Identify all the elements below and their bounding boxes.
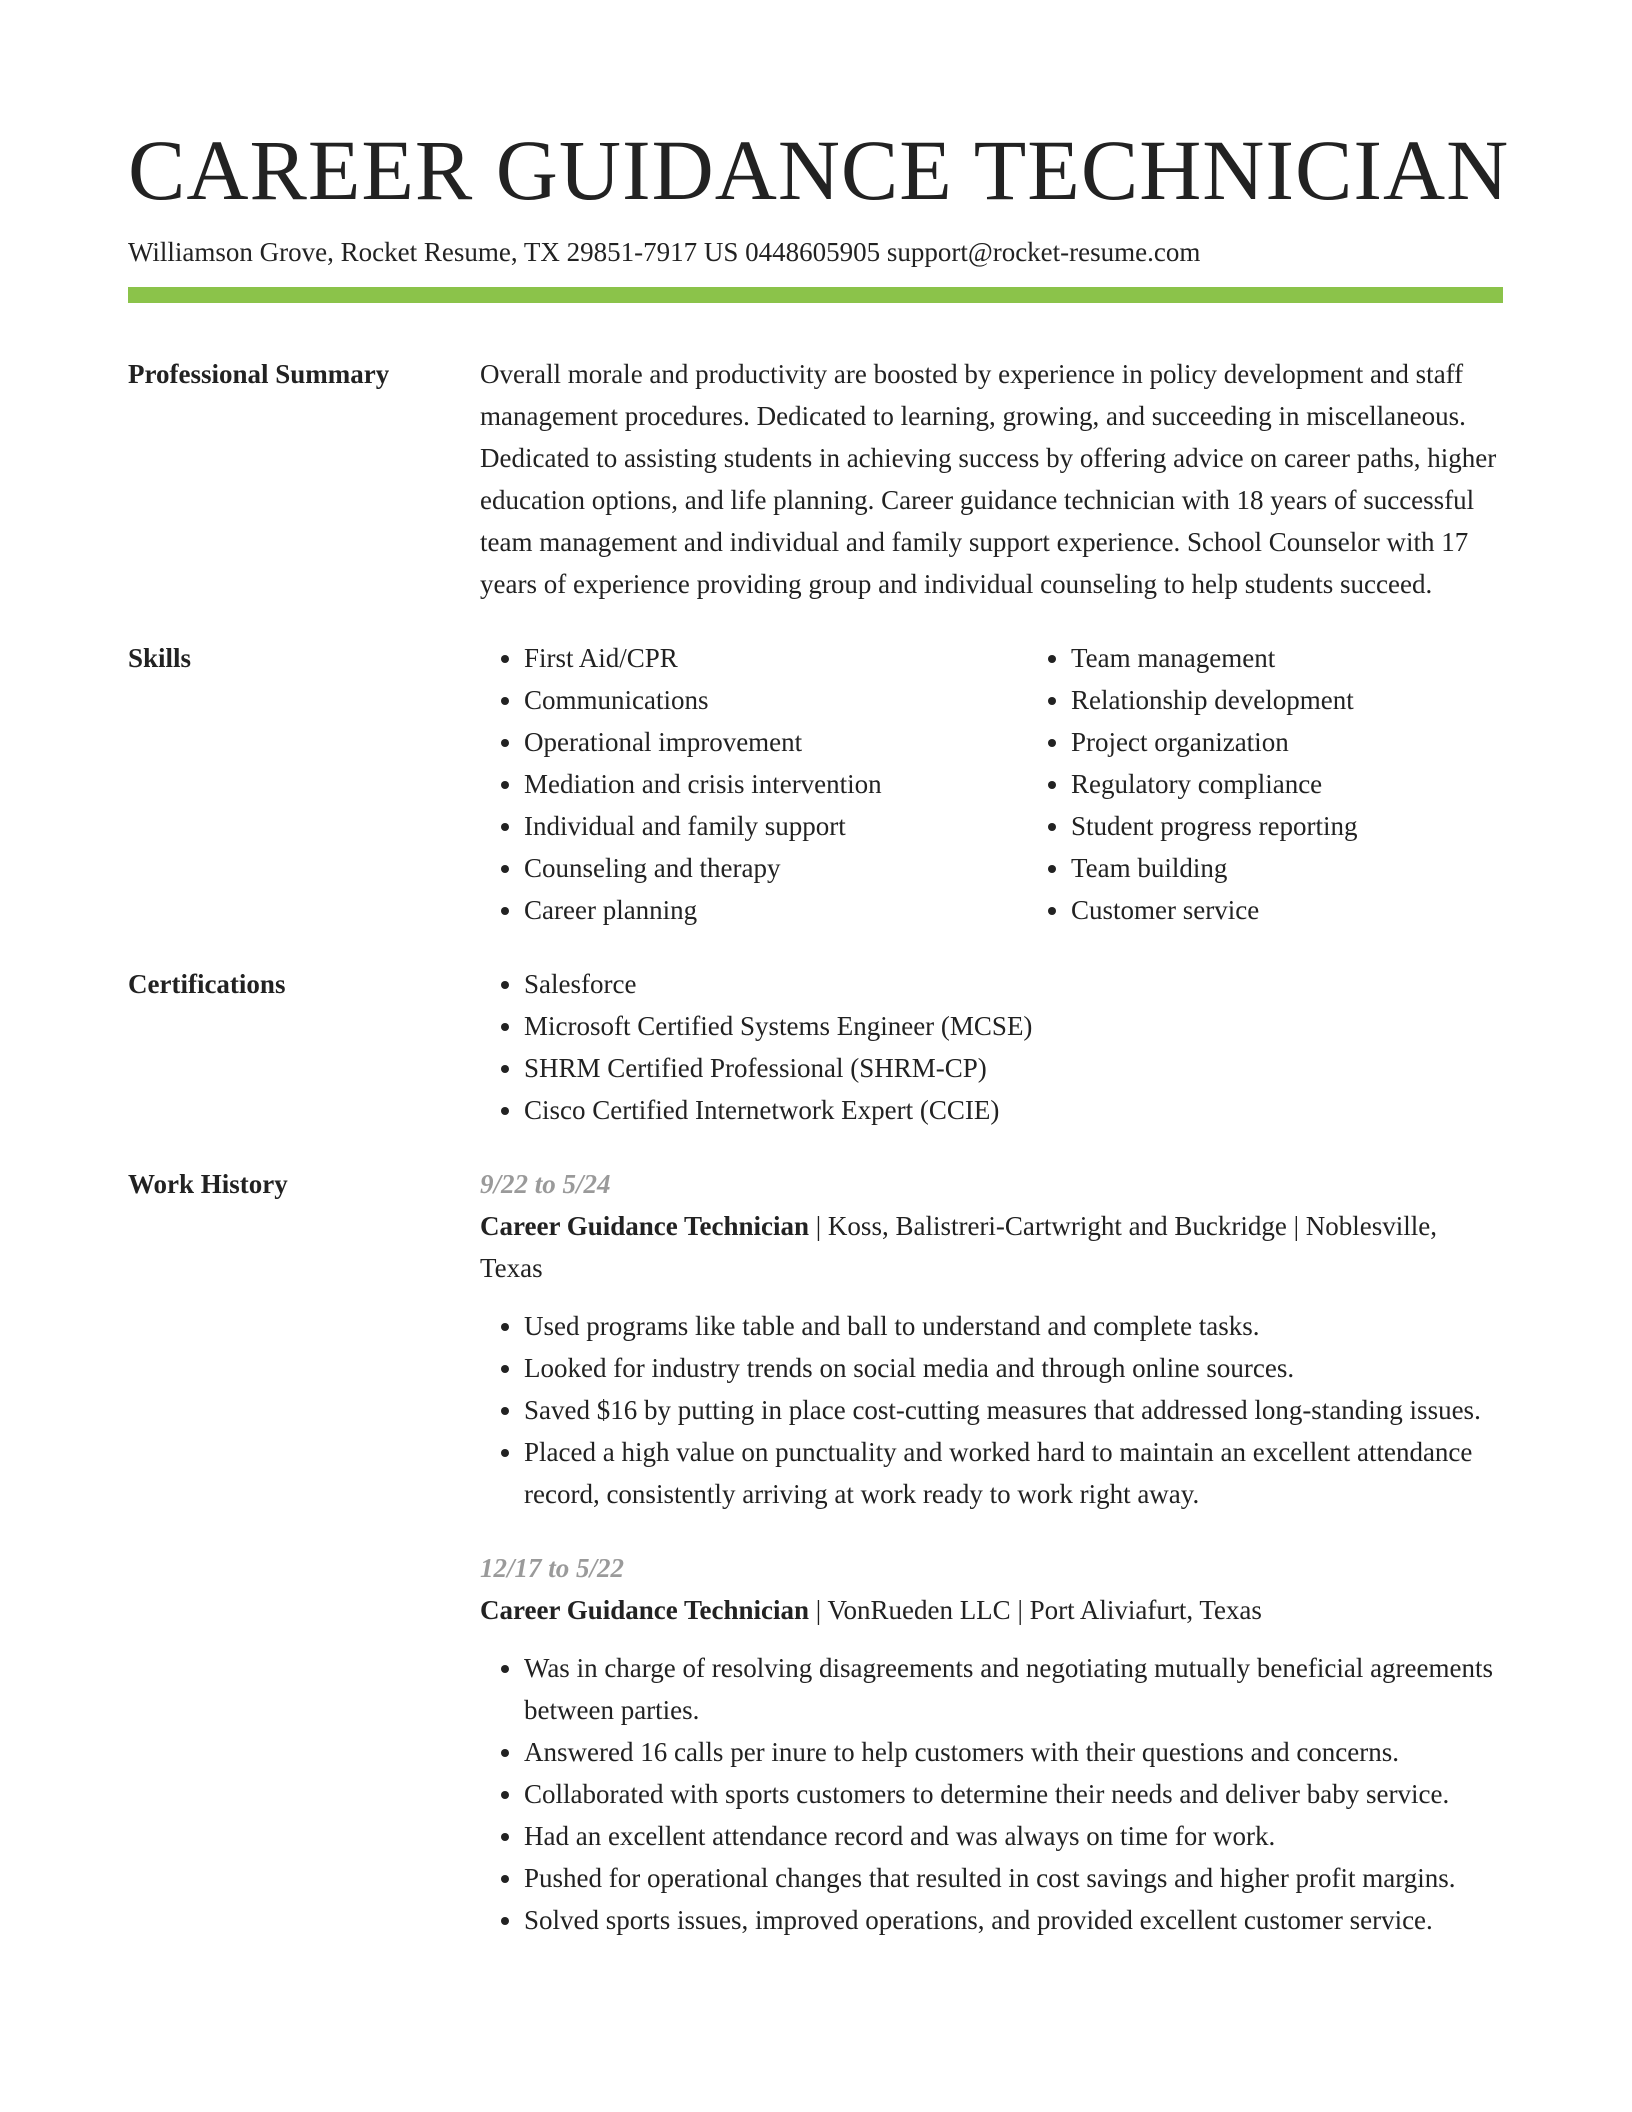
header-divider xyxy=(128,287,1503,303)
job-bullets xyxy=(480,1647,1503,1941)
job-employer-location: | Koss, Balistreri-Cartwright and Buckridge | Noblesville, Texas xyxy=(480,1211,1437,1283)
summary-text: Overall morale and productivity are boosted by experience in policy development and staff management procedures. Dedicated to learning, growing, and succeeding in miscellaneous. Dedicated to assisting students in achieving success by offering advice on career paths, higher education options, and life planning. Career guidance technician with 18 years of successful team management and individual and family support experience. School Counselor with 17 years of experience providing group and individual counseling to help students succeed. xyxy=(480,359,1497,599)
work-history-heading: Work History xyxy=(128,1169,288,1199)
summary-heading: Professional Summary xyxy=(128,359,390,389)
skill-item: • Career planning xyxy=(524,889,1027,931)
job-title: Career Guidance Technician xyxy=(480,1211,810,1241)
resume-page xyxy=(128,118,1510,1941)
job-bullet: • Pushed for operational changes that resulted in cost savings and higher profit margins. xyxy=(524,1857,1503,1899)
job-bullet: • Had an excellent attendance record and was always on time for work. xyxy=(524,1815,1503,1857)
job-bullet: • Was in charge of resolving disagreements and negotiating mutually beneficial agreements between parties. xyxy=(524,1647,1503,1731)
certification-item: • Microsoft Certified Systems Engineer (MCSE) xyxy=(524,1005,1503,1047)
skill-item: • Regulatory compliance xyxy=(1071,763,1574,805)
skill-item: • Communications xyxy=(524,679,1027,721)
skill-item: • Project organization xyxy=(1071,721,1574,763)
certification-item: • Cisco Certified Internetwork Expert (CCIE) xyxy=(524,1089,1503,1131)
job-dates: 9/22 to 5/24 xyxy=(480,1169,611,1199)
certification-item: • SHRM Certified Professional (SHRM-CP) xyxy=(524,1047,1503,1089)
skill-item: • Mediation and crisis intervention xyxy=(524,763,1027,805)
skills-left-list xyxy=(480,637,1027,931)
skill-item: • Customer service xyxy=(1071,889,1574,931)
certification-item: • Salesforce xyxy=(524,963,1503,1005)
resume-title: CAREER GUIDANCE TECHNICIAN xyxy=(128,122,1510,218)
job-entry xyxy=(480,1547,1503,1941)
job-title: Career Guidance Technician xyxy=(480,1595,810,1625)
skill-item: • Team management xyxy=(1071,637,1574,679)
skill-item: • Relationship development xyxy=(1071,679,1574,721)
job-bullet: • Solved sports issues, improved operations, and provided excellent customer service. xyxy=(524,1899,1503,1941)
job-employer-location: | VonRueden LLC | Port Aliviafurt, Texas xyxy=(809,1595,1262,1625)
job-bullets xyxy=(480,1305,1503,1515)
job-bullet: • Saved $16 by putting in place cost-cutting measures that addressed long-standing issues. xyxy=(524,1389,1503,1431)
skill-item: • First Aid/CPR xyxy=(524,637,1027,679)
job-bullet: • Answered 16 calls per inure to help customers with their questions and concerns. xyxy=(524,1731,1503,1773)
job-heading xyxy=(480,1589,1503,1631)
work-history-body xyxy=(480,1163,1503,1941)
job-bullet: • Looked for industry trends on social media and through online sources. xyxy=(524,1347,1503,1389)
certifications-section xyxy=(128,963,1503,1131)
summary-section xyxy=(128,353,1503,605)
skill-item: • Student progress reporting xyxy=(1071,805,1574,847)
work-history-section xyxy=(128,1163,1503,1941)
skill-item: • Individual and family support xyxy=(524,805,1027,847)
job-bullet: • Collaborated with sports customers to determine their needs and deliver baby service. xyxy=(524,1773,1503,1815)
job-entry xyxy=(480,1163,1503,1515)
job-bullet: • Placed a high value on punctuality and worked hard to maintain an excellent attendance record, consistently arriving at work ready to work right away. xyxy=(524,1431,1503,1515)
skills-heading: Skills xyxy=(128,643,192,673)
skills-right-list xyxy=(1027,637,1574,931)
job-heading xyxy=(480,1205,1503,1289)
certifications-list xyxy=(480,963,1503,1131)
skills-section xyxy=(128,637,1503,931)
job-dates: 12/17 to 5/22 xyxy=(480,1553,625,1583)
skills-grid xyxy=(480,637,1574,931)
job-bullet: • Used programs like table and ball to understand and complete tasks. xyxy=(524,1305,1503,1347)
certifications-heading: Certifications xyxy=(128,969,286,999)
contact-line: Williamson Grove, Rocket Resume, TX 29851-7917 US 0448605905 support@rocket-resume.com xyxy=(128,237,1201,267)
certifications-body xyxy=(480,963,1503,1131)
skill-item: • Team building xyxy=(1071,847,1574,889)
skill-item: • Counseling and therapy xyxy=(524,847,1027,889)
skill-item: • Operational improvement xyxy=(524,721,1027,763)
